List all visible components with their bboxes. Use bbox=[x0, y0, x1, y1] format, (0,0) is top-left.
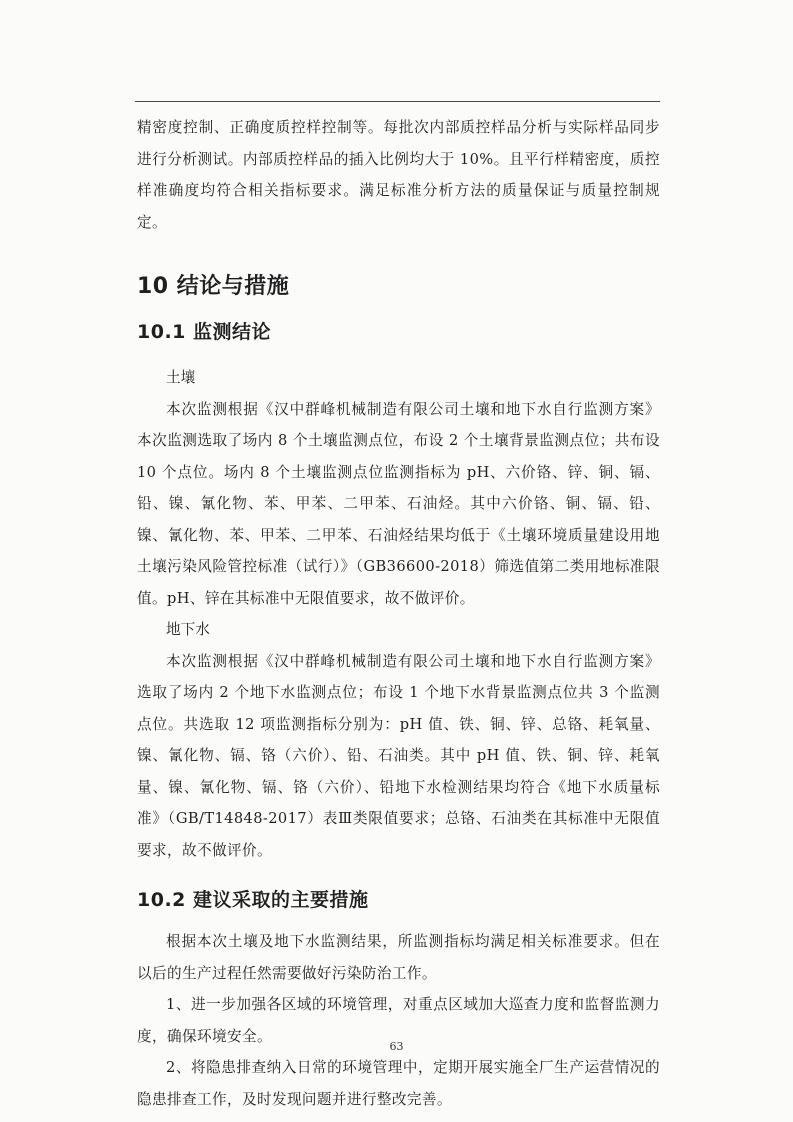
measure-item-1: 1、进一步加强各区域的环境管理，对重点区域加大巡查力度和监督监测力度，确保环境安全。 bbox=[137, 996, 660, 1045]
soil-paragraph: 本次监测根据《汉中群峰机械制造有限公司土壤和地下水自行监测方案》本次监测选取了场内 8 个土壤监测点位，布设 2 个土壤背景监测点位；共布设 10 个点位。场内 8 个土壤监测点位监测指标为 pH、六价铬、锌、铜、镉、铅、镍、氰化物、苯、甲苯、二甲苯、石油烃。其中六价铬、铜、镉、铅、镍、氰化物、苯、甲苯、二甲苯、石油烃结果均低于《土壤环境质量建设用地土壤污染风险管控标准（试行）》（GB36600-2018）筛选值第二类用地标准限值。pH、锌在其标准中无限值要求，故不做评价。 bbox=[137, 400, 660, 607]
page-content bbox=[137, 112, 660, 1115]
groundwater-paragraph: 本次监测根据《汉中群峰机械制造有限公司土壤和地下水自行监测方案》选取了场内 2 个地下水监测点位；布设 1 个地下水背景监测点位共 3 个监测点位。共选取 12 项监测指标分别为：pH 值、铁、铜、锌、总铬、耗氧量、镍、氰化物、镉、铬（六价）、铅、石油类。其中 pH 值、铁、铜、锌、耗氧量、镍、氰化物、镉、铬（六价）、铅地下水检测结果均符合《地下水质量标准》（GB/T14848-2017）表Ⅲ类限值要求；总铬、石油类在其标准中无限值要求，故不做评价。 bbox=[137, 652, 660, 859]
soil-label: 土壤 bbox=[166, 369, 196, 386]
groundwater-label: 地下水 bbox=[166, 621, 210, 638]
section-title: 10 结论与措施 bbox=[137, 274, 290, 299]
measure-item-2: 2、将隐患排查纳入日常的环境管理中，定期开展实施全厂生产运营情况的隐患排查工作，及时发现问题并进行整改完善。 bbox=[137, 1059, 660, 1108]
intro-paragraph: 精密度控制、正确度质控样控制等。每批次内部质控样品分析与实际样品同步进行分析测试。内部质控样品的插入比例均大于 10%。且平行样精密度，质控样准确度均符合相关指标要求。满足标准分析方法的质量保证与质量控制规定。 bbox=[137, 119, 660, 231]
header-rule bbox=[135, 101, 660, 102]
page-number: 63 bbox=[389, 1040, 404, 1053]
measures-paragraph: 根据本次土壤及地下水监测结果，所监测指标均满足相关标准要求。但在以后的生产过程任然需要做好污染防治工作。 bbox=[137, 933, 660, 982]
subsection-title-monitoring-conclusion: 10.1 监测结论 bbox=[137, 321, 271, 343]
subsection-title-measures: 10.2 建议采取的主要措施 bbox=[137, 889, 369, 911]
